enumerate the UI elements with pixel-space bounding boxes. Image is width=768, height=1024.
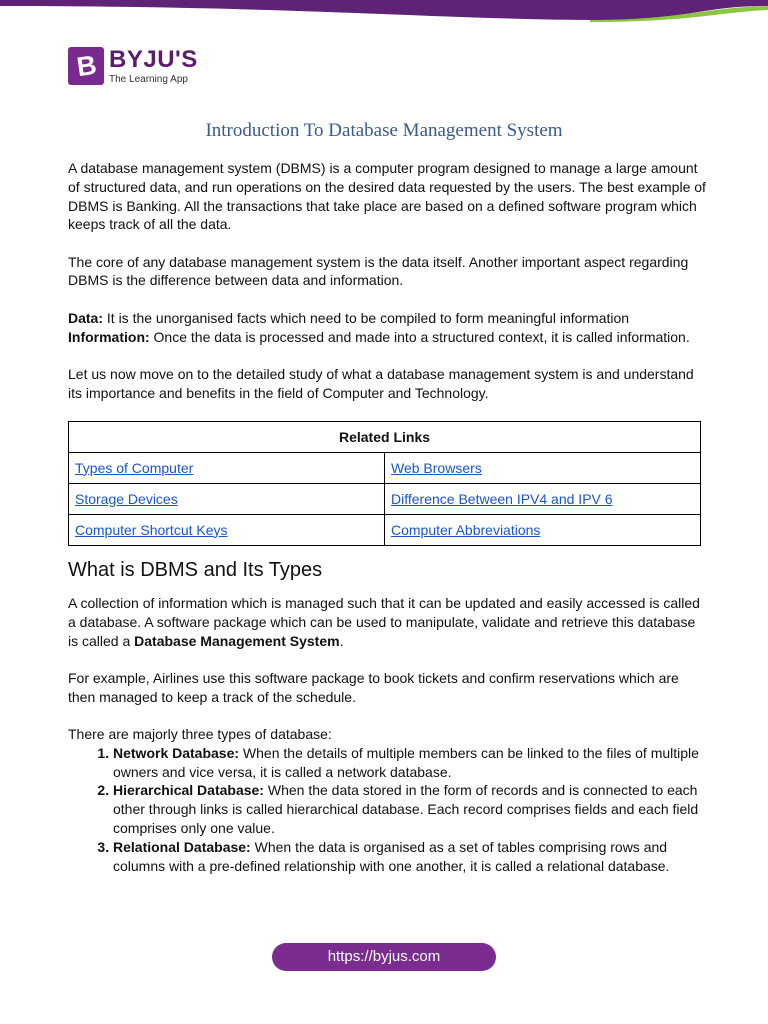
- footer-url-link[interactable]: https://byjus.com: [272, 943, 496, 971]
- link-computer-shortcut-keys[interactable]: Computer Shortcut Keys: [75, 521, 228, 538]
- list-item: 3. Relational Database: When the data is organised as a set of tables comprising rows and columns with a pre-defined relationship with one another, it is called a relational database.: [113, 838, 708, 876]
- section-paragraph-3: There are majorly three types of database:: [68, 725, 332, 742]
- logo-tagline: The Learning App: [109, 74, 188, 85]
- information-text: Once the data is processed and made into a structured context, it is called information.: [149, 328, 690, 345]
- data-definition: [68, 309, 708, 328]
- section-paragraph-2: For example, Airlines use this software package to book tickets and confirm reservations which are then managed to keep a track of the schedule.: [68, 669, 679, 705]
- document-body: [68, 159, 708, 875]
- data-label: Data:: [68, 309, 104, 326]
- table-row: [69, 514, 701, 545]
- link-web-browsers[interactable]: Web Browsers: [391, 459, 482, 476]
- page-title: Introduction To Database Management System: [205, 120, 563, 141]
- section-paragraph-1: A collection of information which is managed such that it can be updated and easily accessed is called a database. A software package which can be used to manipulate, validate and retrieve this database is called a Database Management System.: [68, 594, 700, 649]
- link-storage-devices[interactable]: Storage Devices: [75, 490, 178, 507]
- link-types-of-computer[interactable]: Types of Computer: [75, 459, 194, 476]
- section-heading: What is DBMS and Its Types: [68, 558, 323, 581]
- table-row: [69, 483, 701, 514]
- information-definition: [68, 328, 708, 347]
- table-row: [69, 452, 701, 483]
- link-computer-abbreviations[interactable]: Computer Abbreviations: [391, 521, 541, 538]
- list-item: 1. Network Database: When the details of multiple members can be linked to the files of multiple owners and vice versa, it is called a network database.: [113, 744, 708, 782]
- intro-paragraph-2: The core of any database management system is the data itself. Another important aspect regarding DBMS is the difference between data and information.: [68, 253, 689, 289]
- data-text: It is the unorganised facts which need to be compiled to form meaningful information: [103, 309, 630, 326]
- related-links-header: Related Links: [69, 421, 701, 452]
- list-item: 2. Hierarchical Database: When the data stored in the form of records and is connected to each other through links is called hierarchical database. Each record comprises fields and each field comprises only one value.: [113, 781, 708, 837]
- related-links-table: [68, 421, 701, 546]
- intro-paragraph-1: A database management system (DBMS) is a computer program designed to manage a large amount of structured data, and run operations on the desired data requested by the users. The best example of DBMS is Banking. All the transactions that take place are based on a defined software program which keeps track of all the data.: [68, 160, 706, 233]
- dbms-term: Database Management System: [134, 632, 340, 649]
- logo-wordmark: BYJU'S: [109, 46, 198, 73]
- header-wave-decoration: [0, 0, 768, 22]
- database-types-list: [68, 744, 708, 876]
- intro-paragraph-4: Let us now move on to the detailed study of what a database management system is and understand its importance and benefits in the field of Computer and Technology.: [68, 365, 694, 401]
- logo-mark: B: [68, 47, 104, 85]
- information-label: Information:: [68, 328, 150, 345]
- link-ipv4-vs-ipv6[interactable]: Difference Between IPV4 and IPV 6: [391, 490, 613, 507]
